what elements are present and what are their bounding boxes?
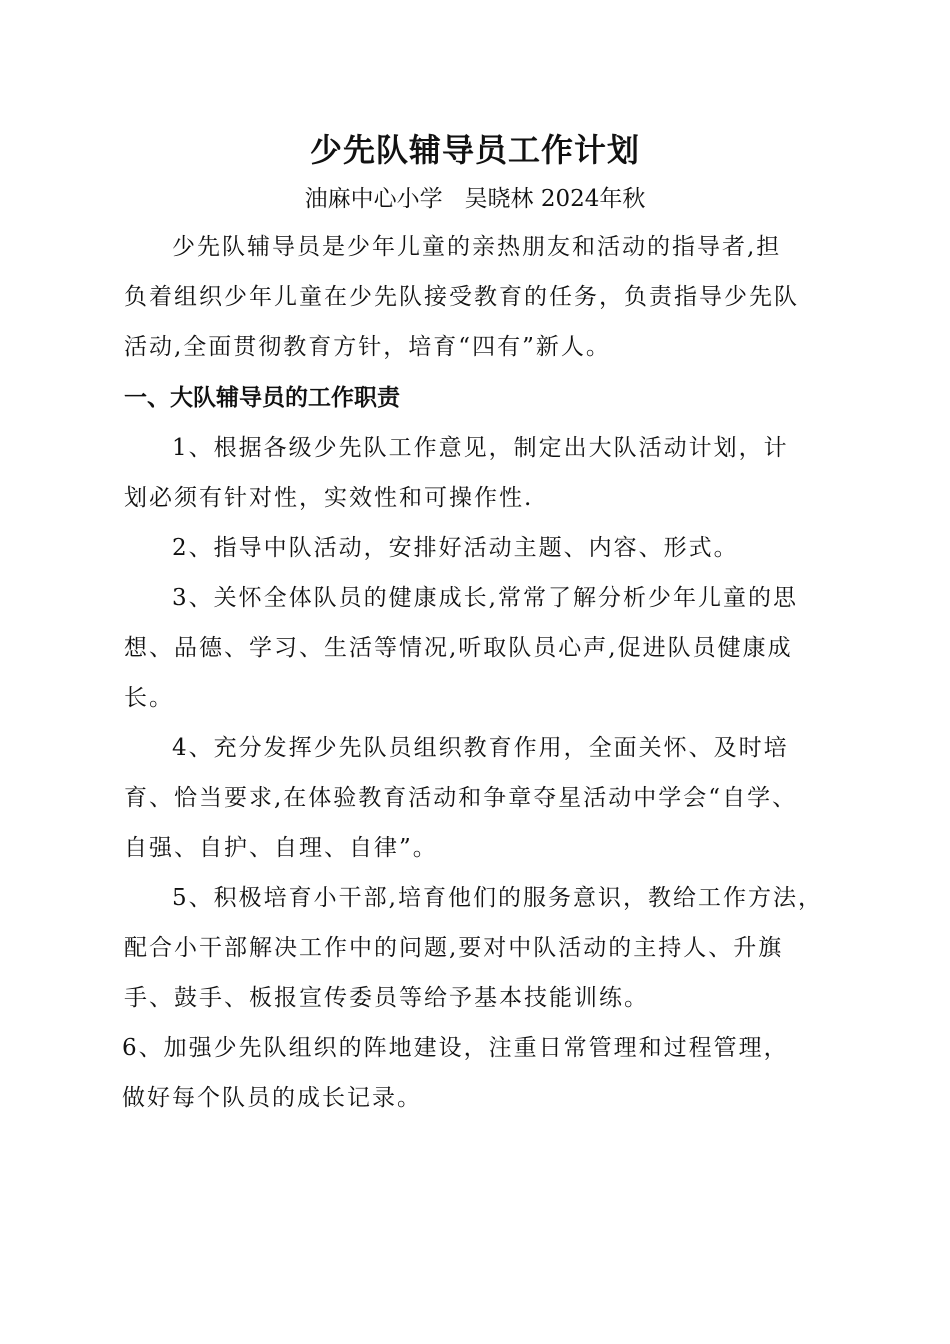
item3-line-1: 3、关怀全体队员的健康成长,常常了解分析少年儿童的思 bbox=[172, 585, 798, 611]
item5-line-3: 手、鼓手、板报宣传委员等给予基本技能训练。 bbox=[124, 985, 649, 1011]
item3-line-3: 长。 bbox=[124, 685, 174, 711]
item4-line-3: 自强、自护、自理、自律”。 bbox=[124, 835, 438, 861]
document-title: 少先队辅导员工作计划 bbox=[309, 131, 640, 169]
section-heading: 一、大队辅导员的工作职责 bbox=[124, 385, 400, 411]
intro-line-2: 负着组织少年儿童在少先队接受教育的任务，负责指导少先队 bbox=[124, 284, 799, 310]
intro-line-1: 少先队辅导员是少年儿童的亲热朋友和活动的指导者,担 bbox=[172, 234, 782, 260]
item6-line-2: 做好每个队员的成长记录。 bbox=[122, 1085, 422, 1111]
item5-line-2: 配合小干部解决工作中的问题,要对中队活动的主持人、升旗 bbox=[124, 935, 784, 961]
item6-line-1: 6、加强少先队组织的阵地建设，注重日常管理和过程管理， bbox=[122, 1035, 789, 1061]
item5-line-1: 5、积极培育小干部,培育他们的服务意识，教给工作方法， bbox=[172, 885, 823, 911]
item4-line-1: 4、充分发挥少先队员组织教育作用，全面关怀、及时培 bbox=[172, 735, 789, 761]
intro-line-3: 活动,全面贯彻教育方针，培育“四有”新人。 bbox=[124, 334, 611, 360]
item3-line-2: 想、品德、学习、生活等情况,听取队员心声,促进队员健康成 bbox=[124, 635, 793, 661]
item4-line-2: 育、恰当要求,在体验教育活动和争章夺星活动中学会“自学、 bbox=[124, 785, 798, 811]
item1-line-1: 1、根据各级少先队工作意见，制定出大队活动计划，计 bbox=[172, 435, 789, 461]
item1-line-2: 划必须有针对性，实效性和可操作性. bbox=[124, 485, 534, 511]
item2-line-1: 2、指导中队活动，安排好活动主题、内容、形式。 bbox=[172, 535, 739, 561]
document-subtitle: 油麻中心小学 吴晓林 2024年秋 bbox=[304, 186, 646, 212]
